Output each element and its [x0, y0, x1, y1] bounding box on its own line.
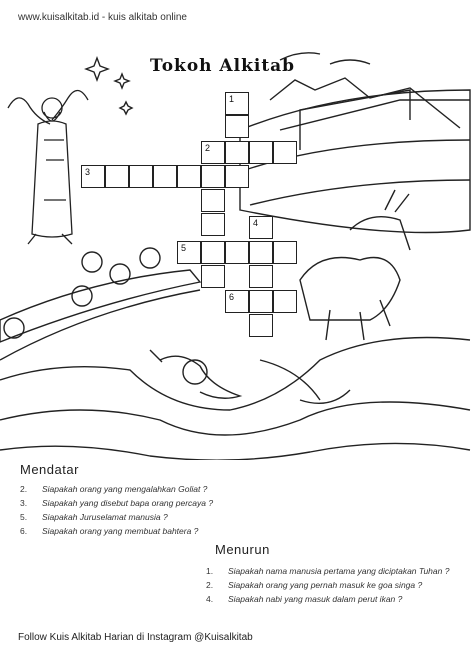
crossword-cell[interactable] [249, 314, 273, 337]
menurun-heading: Menurun [215, 542, 270, 557]
clue-number-4: 4 [253, 218, 259, 228]
clue-number-5: 5 [181, 243, 187, 253]
crossword-cell[interactable] [105, 165, 129, 188]
crossword-cell[interactable] [249, 141, 273, 164]
crossword-cell[interactable] [225, 141, 249, 164]
list-item: 1. Siapakah nama manusia pertama yang diciptakan Tuhan ? [206, 566, 450, 576]
crossword-cell[interactable] [225, 115, 249, 138]
crossword-cell[interactable] [201, 213, 225, 236]
list-item: 6. Siapakah orang yang membuat bahtera ? [20, 526, 199, 536]
crossword-cell[interactable] [177, 165, 201, 188]
crossword-cell[interactable] [249, 290, 273, 313]
list-item: 5. Siapakah Juruselamat manusia ? [20, 512, 168, 522]
crossword-cell[interactable] [201, 165, 225, 188]
footer-text: Follow Kuis Alkitab Harian di Instagram @Kuisalkitab [18, 632, 253, 643]
list-item: 4. Siapakah nabi yang masuk dalam perut ikan ? [206, 594, 403, 604]
list-item: 2. Siapakah orang yang pernah masuk ke goa singa ? [206, 580, 423, 590]
crossword-cell[interactable] [201, 241, 225, 264]
crossword-cell[interactable] [225, 241, 249, 264]
crossword-cell[interactable] [249, 241, 273, 264]
list-item: 2. Siapakah orang yang mengalahkan Goliat ? [20, 484, 208, 494]
crossword-cell[interactable] [201, 189, 225, 212]
mendatar-heading: Mendatar [20, 462, 79, 477]
mendatar-clue-list [20, 484, 280, 540]
crossword-cell[interactable] [201, 265, 225, 288]
clue-number-3: 3 [85, 167, 91, 177]
crossword-cell[interactable] [273, 141, 297, 164]
clue-number-1: 1 [229, 94, 235, 104]
menurun-clue-list [206, 566, 468, 608]
clue-number-2: 2 [205, 143, 211, 153]
site-url: www.kuisalkitab.id - kuis alkitab online [18, 12, 187, 23]
crossword-cell[interactable] [153, 165, 177, 188]
crossword-cell[interactable] [129, 165, 153, 188]
crossword-cell[interactable] [249, 265, 273, 288]
crossword-cell[interactable] [273, 290, 297, 313]
page-title: Tokoh Alkitab [150, 56, 296, 76]
crossword-cell[interactable] [273, 241, 297, 264]
crossword-cell[interactable] [225, 165, 249, 188]
list-item: 3. Siapakah yang disebut bapa orang percaya ? [20, 498, 214, 508]
clue-number-6: 6 [229, 292, 235, 302]
